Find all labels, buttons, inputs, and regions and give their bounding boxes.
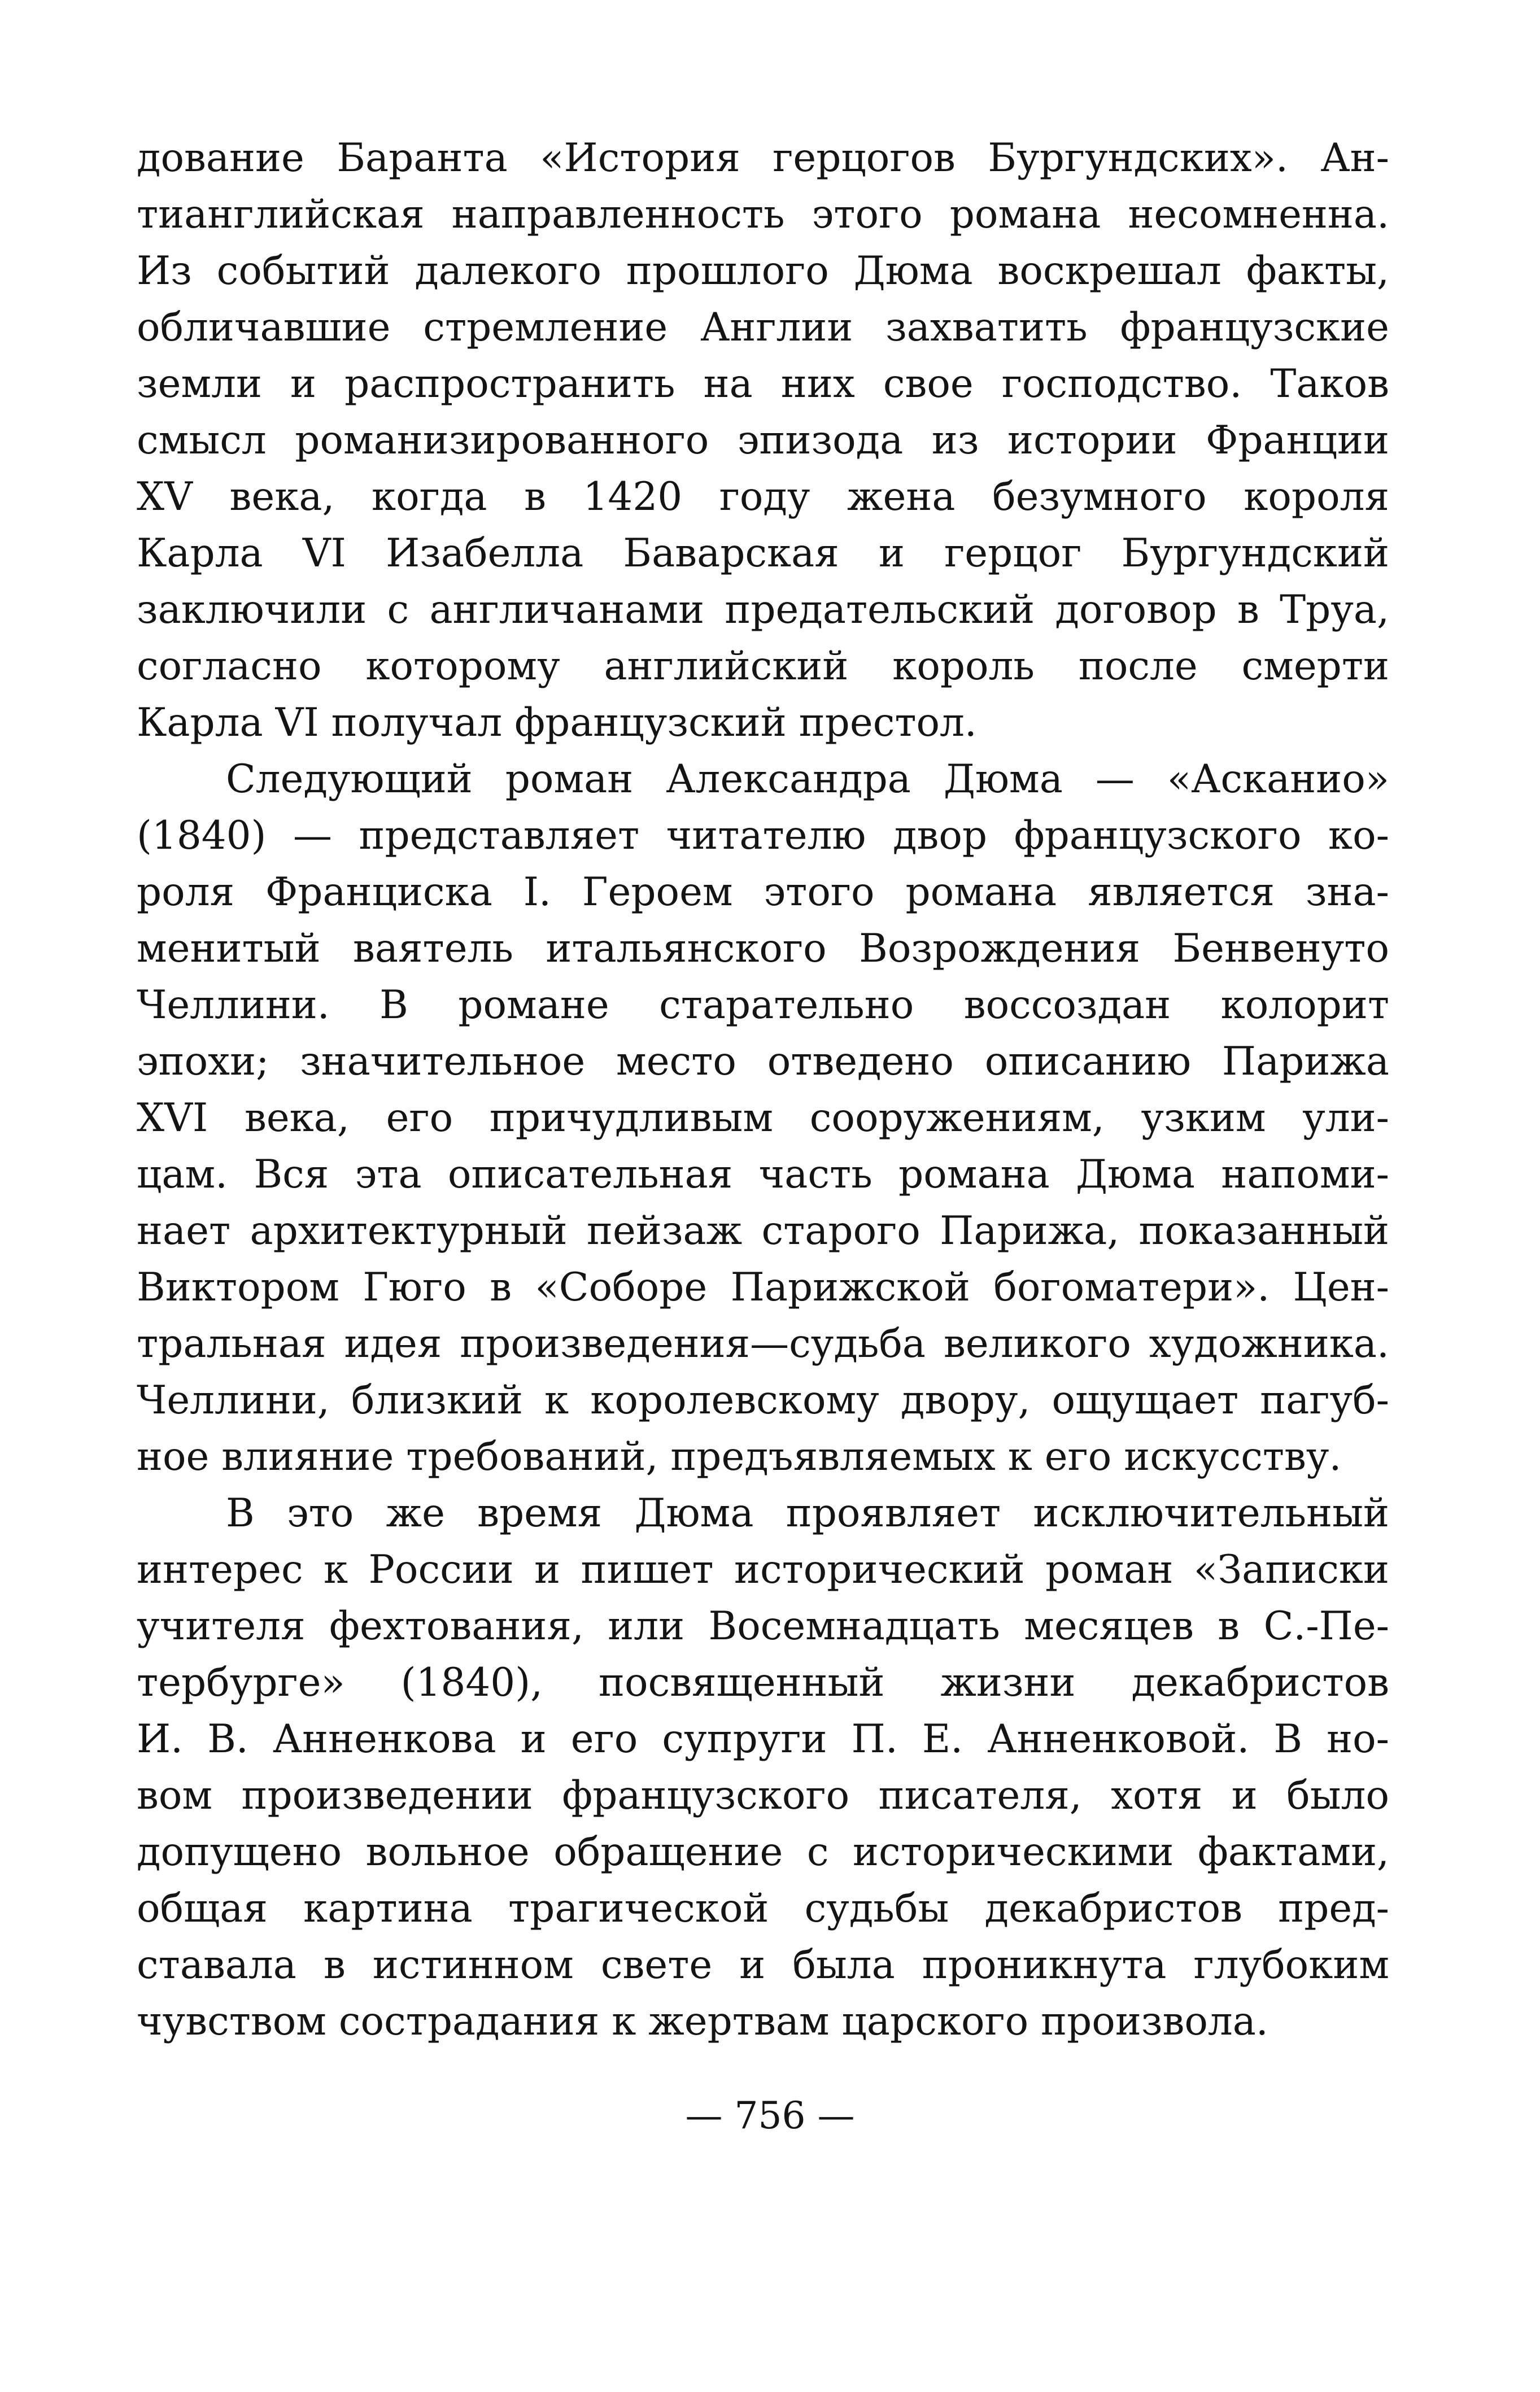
- text-line: дование Баранта «История герцогов Бургундских». Ан-: [137, 136, 1389, 181]
- text-line: роля Франциска I. Героем этого романа является зна-: [137, 870, 1389, 915]
- text-line: тианглийская направленность этого романа несомненна.: [137, 192, 1389, 237]
- text-line: обличавшие стремление Англии захватить французские: [137, 305, 1389, 350]
- text-line: учителя фехтования, или Восемнадцать месяцев в С.-Пе-: [137, 1604, 1389, 1649]
- text-line: интерес к России и пишет исторический роман «Записки: [137, 1547, 1389, 1592]
- text-line: В это же время Дюма проявляет исключительный: [226, 1491, 1389, 1536]
- text-line: Из событий далекого прошлого Дюма воскрешал факты,: [137, 248, 1389, 294]
- text-line: земли и распространить на них свое господство. Таков: [137, 361, 1389, 407]
- text-line: ставала в истинном свете и была проникнута глубоким: [137, 1943, 1389, 1988]
- text-line: согласно которому английский король после смерти: [137, 644, 1389, 689]
- text-line: допущено вольное обращение с историческими фактами,: [137, 1830, 1389, 1875]
- text-line: Челлини, близкий к королевскому двору, ощущает пагуб-: [137, 1378, 1389, 1423]
- text-line: XV века, когда в 1420 году жена безумного короля: [137, 474, 1389, 520]
- text-line: И. В. Анненкова и его супруги П. Е. Анненковой. В но-: [137, 1717, 1389, 1762]
- text-line: нает архитектурный пейзаж старого Парижа, показанный: [137, 1208, 1389, 1254]
- text-line: XVI века, его причудливым сооружениям, узким ули-: [137, 1095, 1389, 1141]
- text-line: чувством сострадания к жертвам царского произвола.: [137, 1999, 1268, 2044]
- text-line: цам. Вся эта описательная часть романа Дюма напоми-: [137, 1152, 1389, 1197]
- text-line: Челлини. В романе старательно воссоздан колорит: [137, 983, 1389, 1028]
- text-line: Карла VI Изабелла Баварская и герцог Бургундский: [137, 531, 1389, 576]
- text-line: ное влияние требований, предъявляемых к его искусству.: [137, 1434, 1342, 1479]
- text-line: вом произведении французского писателя, хотя и было: [137, 1773, 1389, 1818]
- text-line: тральная идея произведения—судьба великого художника.: [137, 1321, 1389, 1367]
- page-number: — 756 —: [685, 2094, 855, 2137]
- text-line: тербурге» (1840), посвященный жизни декабристов: [137, 1660, 1389, 1705]
- text-line: Карла VI получал французский престол.: [137, 700, 977, 745]
- text-line: общая картина трагической судьбы декабристов пред-: [137, 1886, 1389, 1931]
- text-line: смысл романизированного эпизода из истории Франции: [137, 418, 1389, 463]
- text-line: Виктором Гюго в «Соборе Парижской богоматери». Цен-: [137, 1265, 1389, 1310]
- text-line: менитый ваятель итальянского Возрождения Бенвенуто: [137, 926, 1389, 971]
- text-line: заключили с англичанами предательский договор в Труа,: [137, 587, 1389, 632]
- text-line: эпохи; значительное место отведено описанию Парижа: [137, 1039, 1389, 1084]
- text-line: Следующий роман Александра Дюма — «Асканио»: [226, 757, 1389, 802]
- text-line: (1840) — представляет читателю двор французского ко-: [137, 813, 1389, 858]
